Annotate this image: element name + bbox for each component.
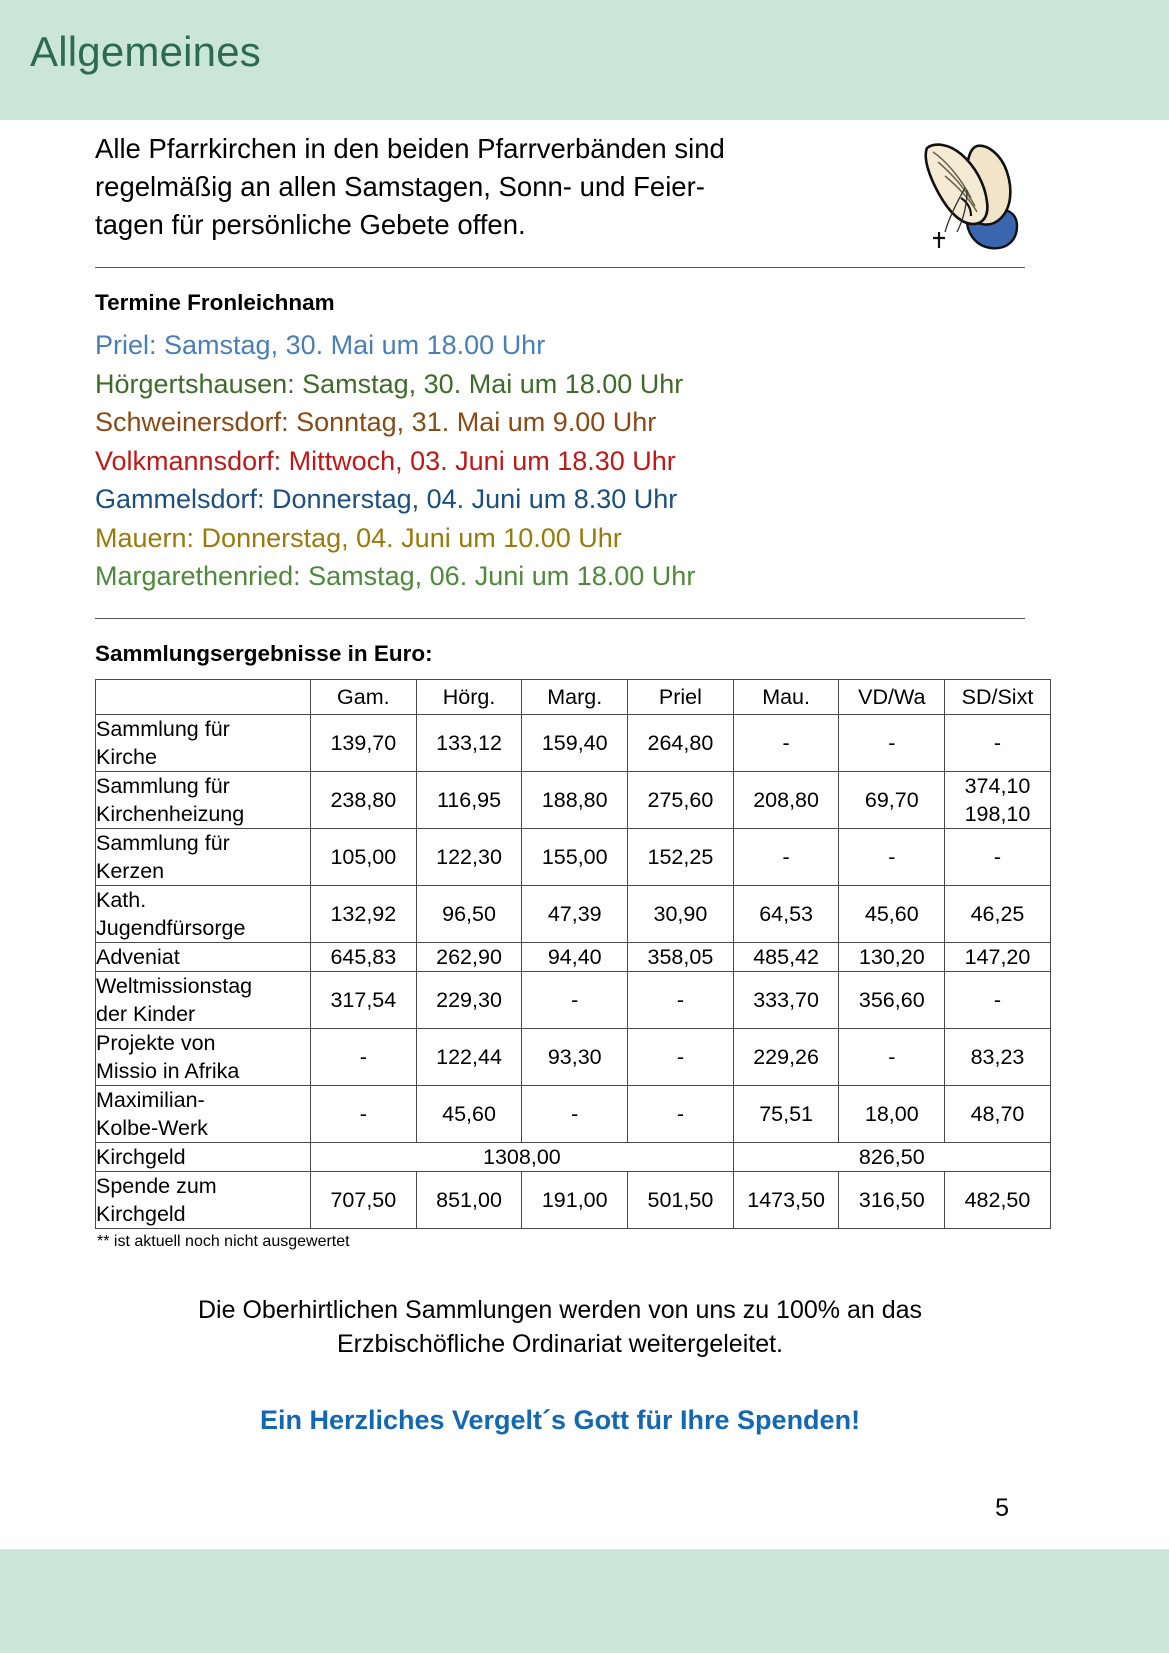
cell-value: 208,80 — [733, 771, 839, 828]
collection-results-table — [95, 679, 1051, 1229]
cell-value: 30,90 — [628, 885, 734, 942]
cell-value: 333,70 — [733, 971, 839, 1028]
cell-value: 485,42 — [733, 942, 839, 971]
cell-value: 264,80 — [628, 714, 734, 771]
table-header-row — [96, 679, 1051, 714]
column-header-vdwa: VD/Wa — [839, 679, 945, 714]
cell-value: 139,70 — [311, 714, 417, 771]
termine-item-mauern: Mauern: Donnerstag, 04. Juni um 10.00 Uhr — [95, 522, 622, 553]
column-header-priel: Priel — [628, 679, 734, 714]
termine-list — [95, 326, 1050, 596]
cell-value: - — [839, 1028, 945, 1085]
closing-paragraph — [95, 1293, 1025, 1361]
cell-value: 275,60 — [628, 771, 734, 828]
row-label: Sammlung für Kirche — [96, 714, 311, 771]
termine-item-gammelsdorf: Gammelsdorf: Donnerstag, 04. Juni um 8.30 Uhr — [95, 484, 678, 514]
cell-value: 94,40 — [522, 942, 628, 971]
page-footer-band — [0, 1549, 1169, 1653]
cell-value: 316,50 — [839, 1171, 945, 1228]
cell-value: 93,30 — [522, 1028, 628, 1085]
praying-hands-icon — [905, 132, 1030, 252]
cell-value-merged-group1: 1308,00 — [311, 1142, 734, 1171]
table-corner-cell — [96, 679, 311, 714]
cell-value: 851,00 — [416, 1171, 522, 1228]
table-row — [96, 971, 1051, 1028]
cell-value: 707,50 — [311, 1171, 417, 1228]
cell-value: 317,54 — [311, 971, 417, 1028]
cell-value: 155,00 — [522, 828, 628, 885]
table-footnote: ** ist aktuell noch nicht ausgewertet — [97, 1232, 350, 1250]
cell-value: 116,95 — [416, 771, 522, 828]
row-label: Maximilian- Kolbe-Werk — [96, 1085, 311, 1142]
cell-value: 229,26 — [733, 1028, 839, 1085]
cell-value: 83,23 — [945, 1028, 1051, 1085]
cell-value: 122,30 — [416, 828, 522, 885]
cell-value: 645,83 — [311, 942, 417, 971]
column-header-mau: Mau. — [733, 679, 839, 714]
intro-line-3: tagen für persönliche Gebete offen. — [95, 209, 526, 240]
page-header-band — [0, 0, 1169, 120]
termine-heading: Termine Fronleichnam — [95, 290, 335, 315]
cell-value: 262,90 — [416, 942, 522, 971]
cell-value: 45,60 — [416, 1085, 522, 1142]
cell-value: 47,39 — [522, 885, 628, 942]
cell-value: 188,80 — [522, 771, 628, 828]
cell-value: - — [945, 971, 1051, 1028]
cell-value: 1473,50 — [733, 1171, 839, 1228]
intro-paragraph — [95, 130, 840, 244]
cell-value: 191,00 — [522, 1171, 628, 1228]
column-header-gam: Gam. — [311, 679, 417, 714]
termine-item-schweinersdorf: Schweinersdorf: Sonntag, 31. Mai um 9.00 Uhr — [95, 407, 657, 437]
cell-value: 105,00 — [311, 828, 417, 885]
cell-value: 130,20 — [839, 942, 945, 971]
cell-value: 48,70 — [945, 1085, 1051, 1142]
cell-value: 45,60 — [839, 885, 945, 942]
page-number: 5 — [995, 1494, 1009, 1522]
row-label: Projekte von Missio in Afrika — [96, 1028, 311, 1085]
closing-line-2: Erzbischöfliche Ordinariat weitergeleitet. — [336, 1329, 784, 1358]
cell-value: 482,50 — [945, 1171, 1051, 1228]
row-label: Spende zum Kirchgeld — [96, 1171, 311, 1228]
column-header-marg: Marg. — [522, 679, 628, 714]
cell-value: 152,25 — [628, 828, 734, 885]
cell-value: 69,70 — [839, 771, 945, 828]
cell-value: 159,40 — [522, 714, 628, 771]
cell-value: - — [628, 971, 734, 1028]
row-label: Weltmissionstag der Kinder — [96, 971, 311, 1028]
table-row-spende — [96, 1171, 1051, 1228]
cell-value: 96,50 — [416, 885, 522, 942]
page-title: Allgemeines — [30, 28, 261, 75]
termine-item-margarethenried: Margarethenried: Samstag, 06. Juni um 18.00 Uhr — [95, 561, 696, 591]
cell-value: - — [733, 828, 839, 885]
termine-item-volkmannsdorf: Volkmannsdorf: Mittwoch, 03. Juni um 18.30 Uhr — [95, 445, 676, 476]
row-label: Adveniat — [96, 942, 311, 971]
divider-top — [95, 267, 1025, 268]
cell-value: - — [733, 714, 839, 771]
cell-value: 46,25 — [945, 885, 1051, 942]
cell-value: 147,20 — [945, 942, 1051, 971]
table-row — [96, 885, 1051, 942]
divider-bottom — [95, 618, 1025, 619]
cell-value: 133,12 — [416, 714, 522, 771]
table-row-kirchgeld — [96, 1142, 1051, 1171]
cell-value: - — [839, 714, 945, 771]
cell-value: 75,51 — [733, 1085, 839, 1142]
cell-value: - — [522, 971, 628, 1028]
cell-value: - — [628, 1028, 734, 1085]
thanks-message: Ein Herzliches Vergelt´s Gott für Ihre Spenden! — [259, 1404, 861, 1435]
page-content — [95, 130, 1050, 1436]
cell-value: - — [945, 828, 1051, 885]
cell-value: - — [839, 828, 945, 885]
column-header-hoerg: Hörg. — [416, 679, 522, 714]
cell-value: 356,60 — [839, 971, 945, 1028]
cell-value-merged-group2: 826,50 — [733, 1142, 1050, 1171]
cell-value: - — [945, 714, 1051, 771]
cell-value: 238,80 — [311, 771, 417, 828]
cell-value: - — [522, 1085, 628, 1142]
table-caption: Sammlungsergebnisse in Euro: — [95, 640, 433, 666]
column-header-sdsixt: SD/Sixt — [945, 679, 1051, 714]
table-row — [96, 771, 1051, 828]
cell-value: 374,10 198,10 — [945, 771, 1051, 828]
termine-item-priel: Priel: Samstag, 30. Mai um 18.00 Uhr — [95, 330, 546, 360]
table-row — [96, 714, 1051, 771]
row-label: Kirchgeld — [96, 1142, 311, 1171]
intro-line-1: Alle Pfarrkirchen in den beiden Pfarrverbänden sind — [95, 133, 725, 164]
cell-value: - — [311, 1028, 417, 1085]
table-body — [96, 714, 1051, 1228]
cell-value: - — [628, 1085, 734, 1142]
row-label: Sammlung für Kirchenheizung — [96, 771, 311, 828]
cell-value: 132,92 — [311, 885, 417, 942]
table-row — [96, 828, 1051, 885]
row-label: Kath. Jugendfürsorge — [96, 885, 311, 942]
row-label: Sammlung für Kerzen — [96, 828, 311, 885]
cell-value: 358,05 — [628, 942, 734, 971]
intro-section — [95, 130, 1050, 255]
cell-value: 64,53 — [733, 885, 839, 942]
table-row — [96, 1028, 1051, 1085]
termine-item-hoergertshausen: Hörgertshausen: Samstag, 30. Mai um 18.00 Uhr — [95, 368, 684, 399]
cell-value: - — [311, 1085, 417, 1142]
table-row — [96, 942, 1051, 971]
table-row — [96, 1085, 1051, 1142]
cell-value: 18,00 — [839, 1085, 945, 1142]
intro-line-2: regelmäßig an allen Samstagen, Sonn- und Feier- — [95, 171, 705, 202]
cell-value: 122,44 — [416, 1028, 522, 1085]
cell-value: 501,50 — [628, 1171, 734, 1228]
cell-value: 229,30 — [416, 971, 522, 1028]
closing-line-1: Die Oberhirtlichen Sammlungen werden von uns zu 100% an das — [197, 1295, 923, 1324]
